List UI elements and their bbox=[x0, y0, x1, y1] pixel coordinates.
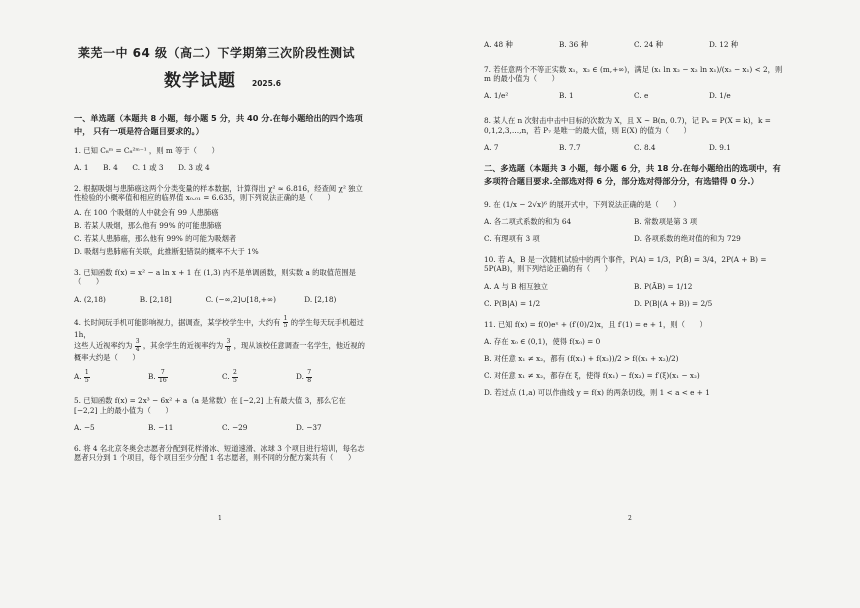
fraction bbox=[158, 370, 168, 384]
question-7-options bbox=[484, 91, 784, 100]
denominator: 16 bbox=[159, 376, 167, 384]
exam-subtitle: 数学试题 bbox=[164, 71, 236, 91]
question-4-text-2: 的学生每天玩手机超过 1h， bbox=[74, 317, 364, 339]
question-9-option-c: C. 有理项有 3 项 bbox=[484, 234, 540, 244]
question-7: 7. 若任意两个不等正实数 x₁，x₂ ∈ (m,+∞)，满足 (x₁ ln x₂ − x₂ ln x₁)/(x₂ − x₁) < 2，则 m 的最小值为（ ） bbox=[484, 65, 783, 84]
question-4-text-3: 这些人近视率约为 bbox=[74, 341, 133, 351]
question-6-option-c: C. 24 种 bbox=[634, 40, 663, 49]
page-2-column bbox=[484, 30, 784, 397]
question-8-option-b: B. 7.7 bbox=[559, 142, 581, 152]
question-1: 1. 已知 C₈ᵐ = C₈²ᵐ⁻¹ ，则 m 等于（ ） bbox=[74, 145, 219, 155]
subtitle-row bbox=[164, 71, 370, 92]
question-9-option-b: B. 常数项是第 3 项 bbox=[634, 217, 698, 227]
fraction bbox=[283, 316, 289, 330]
option-letter: A. bbox=[74, 372, 82, 382]
question-11-option-c: C. 对任意 x₁ ≠ x₂，都存在 ξ，使得 f(x₁) − f(x₂) = f′(ξ)(x₁ − x₂) bbox=[484, 371, 700, 381]
question-10-options-row-1 bbox=[484, 282, 784, 291]
fraction bbox=[135, 339, 141, 353]
numerator: 1 bbox=[84, 369, 89, 377]
option-letter: B. bbox=[148, 372, 156, 382]
question-3-option-d: D. [2,18) bbox=[304, 294, 337, 304]
question-9-options-row-1 bbox=[484, 217, 784, 226]
question-2-option-c: C. 若某人患肺癌，那么他有 99% 的可能为吸烟者 bbox=[74, 234, 237, 244]
numerator: 3 bbox=[135, 338, 140, 345]
question-4-text-1: 4. 长时间玩手机可能影响视力，据调查，某学校学生中，大约有 bbox=[74, 317, 281, 327]
question-7-option-a: A. 1/e² bbox=[484, 91, 509, 101]
question-9-option-d: D. 各项系数的绝对值的和为 729 bbox=[634, 234, 741, 244]
question-5-option-d: D. −37 bbox=[296, 422, 322, 432]
question-10-option-a: A. A 与 B 相互独立 bbox=[484, 281, 548, 291]
question-3-options bbox=[74, 295, 370, 304]
option-letter: C. bbox=[222, 372, 230, 382]
numerator: 1 bbox=[283, 314, 288, 322]
question-4-option-b bbox=[148, 370, 222, 384]
question-6: 6. 将 4 名北京冬奥会志愿者分配到花样滑冰、短道速滑、冰球 3 个项目进行培训，每名志愿者只分到 1 个项目，每个项目至少分配 1 名志愿者，则不同的分配方案共有（ ） bbox=[74, 443, 365, 462]
numerator: 2 bbox=[232, 369, 237, 377]
denominator: 5 bbox=[283, 322, 288, 330]
question-4-text-6: 概率大约是（ ） bbox=[74, 353, 140, 363]
question-4-option-d bbox=[296, 370, 370, 384]
question-11-option-d: D. 若过点 (1,a) 可以作曲线 y = f(x) 的两条切线，则 1 < a < e + 1 bbox=[484, 388, 710, 398]
question-3-option-a: A. (2,18) bbox=[74, 294, 106, 304]
denominator: 8 bbox=[307, 376, 312, 384]
question-2-option-a: A. 在 100 个吸烟的人中就会有 99 人患肺癌 bbox=[74, 207, 219, 217]
question-5-option-a: A. −5 bbox=[74, 422, 95, 432]
fraction bbox=[232, 370, 238, 384]
question-10-option-b: B. P(ĀB) = 1/12 bbox=[634, 281, 693, 291]
question-7-option-d: D. 1/e bbox=[709, 91, 731, 101]
exam-date: 2025.6 bbox=[252, 79, 281, 88]
question-1-options: A. 1 B. 4 C. 1 或 3 D. 3 或 4 bbox=[74, 162, 210, 172]
question-9-options-row-2 bbox=[484, 234, 784, 243]
question-8-option-a: A. 7 bbox=[484, 142, 499, 152]
question-3-option-c: C. (−∞,2]∪[18,+∞) bbox=[205, 294, 276, 304]
denominator: 5 bbox=[84, 376, 89, 384]
denominator: 8 bbox=[226, 345, 231, 353]
denominator: 4 bbox=[135, 345, 140, 353]
question-4-option-a bbox=[74, 370, 148, 384]
question-3-option-b: B. [2,18] bbox=[139, 294, 172, 304]
question-8-option-d: D. 9.1 bbox=[709, 142, 731, 152]
numerator: 7 bbox=[158, 370, 168, 378]
option-letter: D. bbox=[296, 372, 304, 382]
question-2-option-d: D. 吸烟与患肺癌有关联，此推断犯错误的概率不大于 1% bbox=[74, 247, 259, 257]
question-4-text-5: ，现从该校任意调查一名学生，他近视的 bbox=[233, 341, 365, 351]
question-7-option-c: C. e bbox=[634, 91, 649, 101]
page-number-2: 2 bbox=[628, 515, 632, 522]
question-6-option-b: B. 36 种 bbox=[559, 40, 588, 49]
question-5: 5. 已知函数 f(x) = 2x³ − 6x² + a（a 是常数）在 [−2,2] 上有最大值 3，那么它在 [−2,2] 上的最小值为（ ） bbox=[74, 396, 346, 415]
fraction bbox=[84, 370, 90, 384]
question-2-option-b: B. 若某人吸烟，那么他有 99% 的可能患肺癌 bbox=[74, 221, 222, 231]
question-6-option-a: A. 48 种 bbox=[484, 40, 513, 49]
question-3: 3. 已知函数 f(x) = x² − a ln x + 1 在 (1,3) 内不是单调函数，则实数 a 的取值范围是（ ） bbox=[74, 268, 356, 287]
question-5-options bbox=[74, 423, 370, 432]
question-10: 10. 若 A，B 是一次随机试验中的两个事件，P(A) = 1/3，P(B̄) = 3/4，2P(A + B) = 5P(AB)，则下列结论正确的有（ ） bbox=[484, 255, 767, 274]
denominator: 5 bbox=[232, 376, 237, 384]
question-2: 2. 根据吸烟与患肺癌这两个分类变量的样本数据，计算得出 χ² ≈ 6.816，经查阅 χ² 独立性检验的小概率值和相应的临界值 x₀.₀₁ = 6.635，则下列说法正确的是（ ） bbox=[74, 183, 363, 202]
question-11: 11. 已知 f(x) = f(0)eˣ + (f′(0)/2)x，且 f′(1) = e + 1，则（ ） bbox=[484, 319, 707, 329]
question-7-option-b: B. 1 bbox=[559, 91, 574, 101]
question-4-option-c bbox=[222, 370, 296, 384]
question-10-option-d: D. P(B|(A + B)) = 2/5 bbox=[634, 298, 713, 308]
question-9: 9. 在 (1/x − 2√x)⁶ 的展开式中，下列说法正确的是（ ） bbox=[484, 200, 681, 210]
question-9-option-a: A. 各二项式系数的和为 64 bbox=[484, 217, 572, 227]
question-10-option-c: C. P(B|A) = 1/2 bbox=[484, 298, 541, 308]
page-1-column bbox=[74, 30, 370, 462]
question-4-options bbox=[74, 370, 370, 384]
question-4 bbox=[74, 316, 370, 363]
question-8: 8. 某人在 n 次射击中击中目标的次数为 X，且 X ~ B(n, 0.7)，记 Pₖ = P(X = k)，k = 0,1,2,3,…,n，若 P₇ 是唯一的最大值，则 E(X) 的值为（ ） bbox=[484, 116, 771, 135]
question-6-options bbox=[484, 40, 784, 49]
question-8-option-c: C. 8.4 bbox=[634, 142, 656, 152]
question-11-option-a: A. 存在 x₀ ∈ (0,1)，使得 f(x₀) = 0 bbox=[484, 336, 601, 346]
question-10-options-row-2 bbox=[484, 299, 784, 308]
question-6-option-d: D. 12 种 bbox=[709, 40, 739, 49]
numerator: 7 bbox=[307, 369, 312, 377]
fraction bbox=[225, 339, 231, 353]
question-5-option-c: C. −29 bbox=[222, 422, 248, 432]
numerator: 3 bbox=[226, 338, 231, 345]
section-2-title: 二、多选题（本题共 3 小题，每小题 6 分，共 18 分.在每小题给出的选项中，有多项符合题目要求.全部选对得 6 分，部分选对得部分分，有选错得 0 分.） bbox=[484, 162, 781, 186]
question-4-text-4: ，其余学生的近视率约为 bbox=[142, 341, 224, 351]
question-11-option-b: B. 对任意 x₁ ≠ x₂，都有 (f(x₁) + f(x₂))/2 > f((x₁ + x₂)/2) bbox=[484, 354, 679, 363]
question-5-option-b: B. −11 bbox=[148, 422, 174, 432]
page-number-1: 1 bbox=[218, 515, 222, 522]
fraction bbox=[306, 370, 312, 384]
exam-title: 莱芜一中 64 级（高二）下学期第三次阶段性测试 bbox=[78, 46, 356, 60]
section-1-title: 一、单选题（本题共 8 小题，每小题 5 分，共 40 分.在每小题给出的四个选项中， 只有一项是符合题目要求的。） bbox=[74, 113, 363, 137]
question-8-options bbox=[484, 143, 784, 152]
